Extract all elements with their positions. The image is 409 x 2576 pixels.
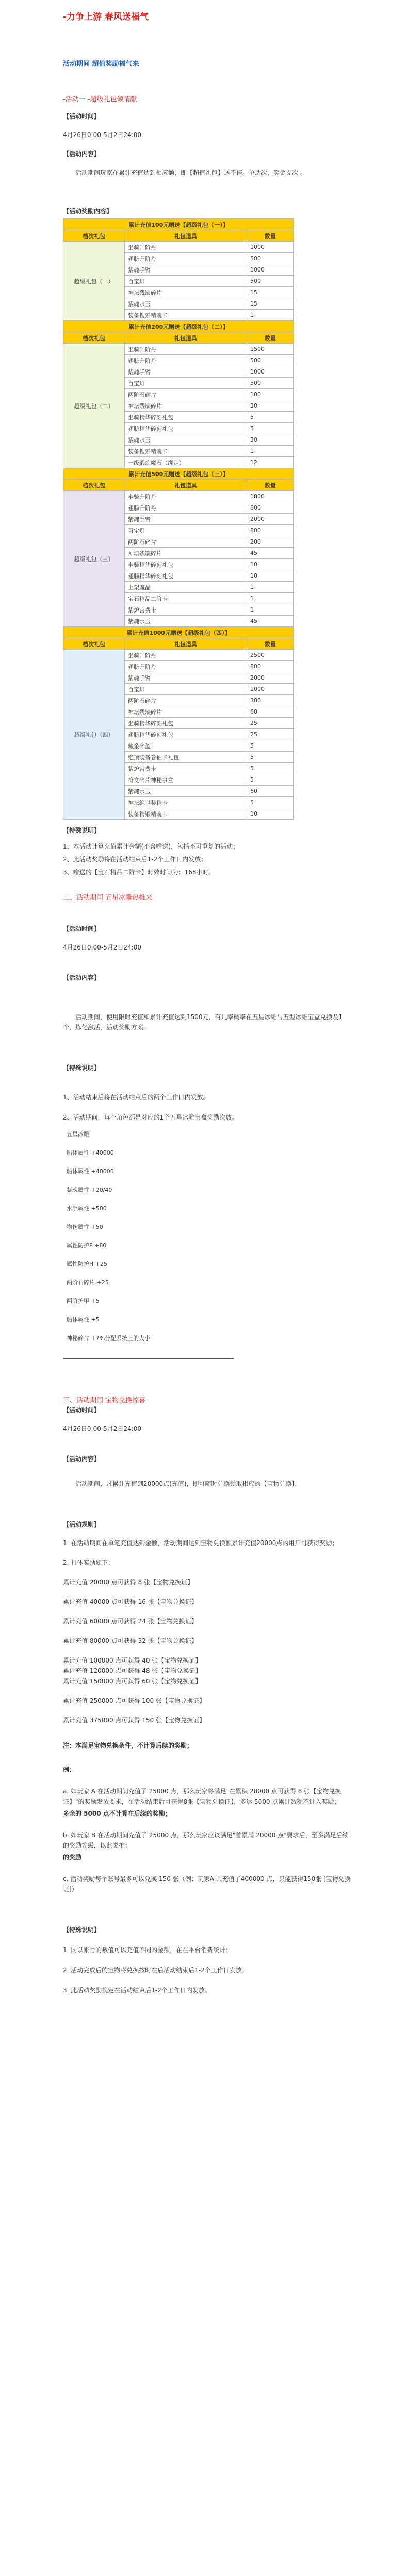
attribute-line: 两阶护甲 +5: [67, 1298, 100, 1304]
content-label: 【活动内容】: [63, 1455, 101, 1463]
reward-table: [63, 218, 294, 820]
section-1-heading: -活动一 -超级礼包倾情献: [63, 96, 137, 104]
item-qty: 1000: [247, 684, 294, 695]
tier-line: 累计充值 250000 点可获得 100 张【宝物兑换证】: [63, 1697, 205, 1704]
item-qty: 800: [247, 661, 294, 672]
attribute-line: 五星冰雕: [67, 1131, 89, 1138]
item-qty: 2000: [247, 514, 294, 525]
item-qty: 1000: [247, 366, 294, 378]
column-header: 数量: [247, 480, 294, 491]
item-name: 紫炉宫费卡: [125, 763, 247, 774]
tier-line: 累计充值 150000 点可获得 60 张【宝物兑换证】: [63, 1677, 202, 1685]
item-name: 神坛残缺碎片: [125, 548, 247, 559]
notes-label: 【特殊说明】: [63, 1064, 101, 1072]
column-header: 档次礼包: [63, 480, 125, 491]
item-name: 装备精锻精魂卡: [125, 808, 247, 820]
column-header: 礼包道具: [125, 230, 247, 242]
note-item: 3. 此活动奖励规定在活动结束后1-2个工作日内发放。: [63, 1987, 211, 1994]
item-qty: 60: [247, 706, 294, 718]
rule-item: 1. 在活动期间在单笔充值达到金额，活动期间达到宝物兑换额累计充值20000点的用户可获得奖励；: [63, 1539, 338, 1547]
tier-line: 累计充值 100000 点可获得 40 张【宝物兑换证】: [63, 1657, 202, 1664]
example-b-bold: 的奖励: [63, 1854, 82, 1861]
item-name: 翅膀精华碎刻礼包: [125, 423, 247, 434]
item-name: 坐骑升阶丹: [125, 344, 247, 355]
item-qty: 500: [247, 378, 294, 389]
item-qty: 5: [247, 774, 294, 786]
table-row: [63, 344, 294, 355]
note-item: 2、活动期间，每个角色都是对应的1个五星冰雕宝盒奖励次数。: [63, 1114, 238, 1121]
table-row: [63, 650, 294, 661]
notes-1-item: 3、赠送的【宝石精品二阶卡】时效时间为：168小时。: [63, 869, 215, 876]
reward-table-label: 【活动奖励内容】: [63, 208, 113, 215]
column-header: 档次礼包: [63, 230, 125, 242]
item-qty: 5: [247, 423, 294, 434]
item-qty: 15: [247, 287, 294, 298]
time-label: 【活动时间】: [63, 113, 101, 120]
item-qty: 10: [247, 570, 294, 582]
item-qty: 2000: [247, 672, 294, 684]
attribute-line: 属性防护P +80: [67, 1242, 107, 1249]
section-3-heading: 三、活动期间 宝物兑换惊喜: [63, 1397, 146, 1404]
note-item: 2. 活动完成后的宝物将兑换按时在后活动结束后1-2个工作日发放；: [63, 1967, 248, 1974]
item-qty: 45: [247, 548, 294, 559]
item-name: 神坛残缺碎片: [125, 400, 247, 412]
tier-line: 累计充值 120000 点可获得 48 张【宝物兑换证】: [63, 1667, 202, 1674]
attribute-line: 船体属性 +5: [67, 1316, 100, 1323]
tier-header: 累计充值500元赠送【超级礼包（三）】: [63, 468, 294, 480]
item-name: 紫炉宫费卡: [125, 604, 247, 616]
item-qty: 30: [247, 434, 294, 446]
item-name: 紫魂水玉: [125, 786, 247, 797]
item-qty: 1000: [247, 242, 294, 253]
tier-header: 累计充值200元赠送【超级礼包（二）】: [63, 321, 294, 332]
column-header: 礼包道具: [125, 480, 247, 491]
tier-list: [63, 1577, 352, 1725]
attribute-line: 两阶石碎片 +25: [67, 1279, 109, 1286]
item-name: 紫魂水玉: [125, 434, 247, 446]
item-name: 神坛绝世装精卡: [125, 797, 247, 808]
item-name: 紫魂水玉: [125, 616, 247, 627]
content-text: 活动期间，凡累计充值到20000点(充值)，即可随时兑换领取相应的【宝物兑换】。: [75, 1480, 301, 1487]
item-qty: 500: [247, 276, 294, 287]
item-qty: 1: [247, 604, 294, 616]
tier-line: 累计充值 40000 点可获得 16 张【宝物兑换证】: [63, 1598, 198, 1605]
attribute-line: 船体属性 +40000: [67, 1168, 114, 1175]
item-name: 坐骑精华碎刻礼包: [125, 559, 247, 570]
notes-label: 【特殊说明】: [63, 1926, 101, 1934]
tier-header: 累计充值100元赠送【超级礼包（一）】: [63, 219, 294, 230]
item-name: 坐骑升阶丹: [125, 650, 247, 661]
tier-line: 累计充值 60000 点可获得 24 张【宝物兑换证】: [63, 1618, 198, 1625]
item-name: 翅膀升阶丹: [125, 502, 247, 514]
item-name: 两阶石碎片: [125, 389, 247, 400]
table-row: [63, 491, 294, 502]
item-name: 百宝灯: [125, 525, 247, 536]
note-bold: 注：本满足宝物兑换条件，不计算后续的奖励；: [63, 1742, 193, 1749]
column-header: 数量: [247, 638, 294, 650]
item-name: 百宝灯: [125, 276, 247, 287]
tier-name: 超级礼包（三）: [63, 491, 125, 627]
item-name: 符文碎片神秘事盒: [125, 774, 247, 786]
attribute-line: 紫魂属性 +20/40: [67, 1187, 112, 1193]
tier-line: 累计充值 375000 点可获得 150 张【宝物兑换证】: [63, 1717, 205, 1724]
section-1: [63, 94, 352, 215]
page-title: -力争上游 春风送福气: [63, 12, 149, 22]
item-qty: 5: [247, 797, 294, 808]
tier-name: 超级礼包（二）: [63, 344, 125, 468]
item-name: 宝石精品二阶卡: [125, 593, 247, 604]
item-qty: 5: [247, 763, 294, 774]
item-name: 翅膀升阶丹: [125, 661, 247, 672]
notes-1-label: 【特殊说明】: [63, 827, 101, 834]
item-qty: 5: [247, 412, 294, 423]
reward-table-container: [63, 218, 352, 820]
attribute-box: [63, 1125, 234, 1359]
item-name: 紫魂手臂: [125, 514, 247, 525]
tier-header: 累计充值1000元赠送【超级礼包（四）】: [63, 627, 294, 638]
item-name: 两阶石碎片: [125, 536, 247, 548]
attribute-line: 船体属性 +40000: [67, 1149, 114, 1156]
item-name: 坐骑升阶丹: [125, 491, 247, 502]
item-qty: 500: [247, 355, 294, 366]
attribute-line: 物伤属性 +50: [67, 1224, 103, 1230]
item-name: 紫魂手臂: [125, 264, 247, 276]
attribute-line: 属性防护H +25: [67, 1261, 107, 1267]
item-name: 坐骑精华碎刻礼包: [125, 718, 247, 729]
item-qty: 1: [247, 446, 294, 457]
column-header: 礼包道具: [125, 638, 247, 650]
item-qty: 12: [247, 457, 294, 468]
item-qty: 1500: [247, 344, 294, 355]
item-qty: 1000: [247, 264, 294, 276]
content-text: 活动期间玩家在累计充值达到相应额，即【超值礼包】送不停。单达次，奖金支次 。: [75, 169, 306, 176]
item-qty: 10: [247, 559, 294, 570]
section-2-heading: 二、活动期间 五星冰雕热推来: [63, 894, 153, 902]
item-name: 绝顶装备卷抽卡礼包: [125, 752, 247, 763]
item-qty: 800: [247, 525, 294, 536]
example-a-bold: 多余的 5000 点不计算在后续的奖励；: [63, 1810, 171, 1817]
item-qty: 200: [247, 536, 294, 548]
item-name: 紫魂水玉: [125, 298, 247, 310]
time-label: 【活动时间】: [63, 1406, 101, 1414]
content-text: 活动期间，使用限时充值和累计充值达到1500元，有几率概率在五星冰雕与五型冰雕宝盒兑换及1个，炼化激活，活动奖励方案。: [63, 1013, 343, 1031]
item-qty: 500: [247, 253, 294, 264]
item-qty: 5: [247, 752, 294, 763]
rule-item: 2. 具体奖励如下：: [63, 1559, 114, 1566]
time-label: 【活动时间】: [63, 925, 101, 933]
item-name: 装备搜索精魂卡: [125, 310, 247, 321]
item-qty: 1: [247, 310, 294, 321]
column-header: 礼包道具: [125, 332, 247, 344]
item-name: 两阶石碎片: [125, 695, 247, 706]
item-qty: 5: [247, 740, 294, 752]
item-qty: 800: [247, 502, 294, 514]
item-name: 藏金碎蓝: [125, 740, 247, 752]
item-qty: 45: [247, 616, 294, 627]
item-name: 紫魂手臂: [125, 366, 247, 378]
item-name: 翅膀精华碎刻礼包: [125, 570, 247, 582]
attribute-line: 神秘碎片 +7%分配系统上的大小: [67, 1335, 151, 1342]
column-header: 档次礼包: [63, 332, 125, 344]
item-qty: 30: [247, 400, 294, 412]
item-name: 坐骑精华碎刻礼包: [125, 412, 247, 423]
note-item: 1. 同以帐号的数值可以充值不同的金额，在在平台消费统计；: [63, 1946, 232, 1954]
item-qty: 25: [247, 729, 294, 740]
page-content: [63, 0, 352, 1994]
example-a: a. 如玩家 A 在活动期间充值了 25000 点，那么玩家将满足"在累积 20000 点可获得 8 张【宝物兑换证】"的奖励发放要求，在活动结束后可获得8张【宝物兑换证】，多达 5000 点累计数额不计入奖励；: [63, 1788, 341, 1805]
page-subtitle: 活动期间 超值奖励福气来: [63, 60, 139, 68]
attribute-line: 水手属性 +500: [67, 1205, 107, 1212]
example-label: 例：: [63, 1766, 76, 1773]
item-qty: 10: [247, 808, 294, 820]
example-c: c. 活动奖励每个账号最多可以兑换 150 张（例：玩家A 共充值了400000 点，只能获得150张 [宝物兑换证]）: [63, 1875, 351, 1893]
tier-name: 超级礼包（一）: [63, 242, 125, 321]
item-name: 百宝灯: [125, 378, 247, 389]
time-value: 4月26日0:00-5月2日24:00: [63, 131, 142, 139]
column-header: 数量: [247, 332, 294, 344]
item-qty: 1: [247, 582, 294, 593]
item-qty: 2500: [247, 650, 294, 661]
time-value: 4月26日0:00-5月2日24:00: [63, 1425, 142, 1432]
notes-1-item: 2、此活动奖励将在活动结束后1-2个工作日内发放；: [63, 856, 207, 863]
item-name: 翅膀精华碎刻礼包: [125, 729, 247, 740]
item-name: 神坛残缺碎片: [125, 706, 247, 718]
rules-label: 【活动规则】: [63, 1521, 101, 1528]
tier-name: 超级礼包（四）: [63, 650, 125, 820]
section-2: [63, 892, 352, 1359]
item-qty: 15: [247, 298, 294, 310]
table-row: [63, 242, 294, 253]
item-qty: 1: [247, 593, 294, 604]
content-label: 【活动内容】: [63, 150, 101, 158]
item-name: 装备搜索精魂卡: [125, 446, 247, 457]
item-name: 神坛残缺碎片: [125, 287, 247, 298]
item-qty: 300: [247, 695, 294, 706]
tier-line: 累计充值 80000 点可获得 32 张【宝物兑换证】: [63, 1637, 198, 1645]
tier-line: 累计充值 20000 点可获得 8 张【宝物兑换证】: [63, 1579, 194, 1586]
note-item: 1、活动结束后将在活动结束后的两个工作日内发放。: [63, 1094, 209, 1101]
item-qty: 25: [247, 718, 294, 729]
content-label: 【活动内容】: [63, 974, 101, 981]
notes-1: [63, 826, 352, 876]
time-value: 4月26日0:00-5月2日24:00: [63, 944, 142, 951]
item-name: 坐骑升阶丹: [125, 242, 247, 253]
item-name: 翅膀升阶丹: [125, 355, 247, 366]
column-header: 数量: [247, 230, 294, 242]
example-b: b. 如玩家 B 在活动期间充值了 25000 点，那么玩家应该满足"首累满 20000 点"要求后，至多满足后续的奖励等级，以此类推；: [63, 1832, 349, 1849]
item-qty: 60: [247, 786, 294, 797]
column-header: 档次礼包: [63, 638, 125, 650]
section-3: [63, 1395, 352, 1994]
item-qty: 100: [247, 389, 294, 400]
item-name: 百宝灯: [125, 684, 247, 695]
item-name: 紫魂手臂: [125, 672, 247, 684]
item-name: 上架魔晶: [125, 582, 247, 593]
notes-1-item: 1、本活动计算充值累计金额(不含赠送)，包括不可重复的活动；: [63, 843, 239, 850]
item-qty: 1800: [247, 491, 294, 502]
item-name: 一级锻炼魔石（绑定）: [125, 457, 247, 468]
item-name: 翅膀升阶丹: [125, 253, 247, 264]
